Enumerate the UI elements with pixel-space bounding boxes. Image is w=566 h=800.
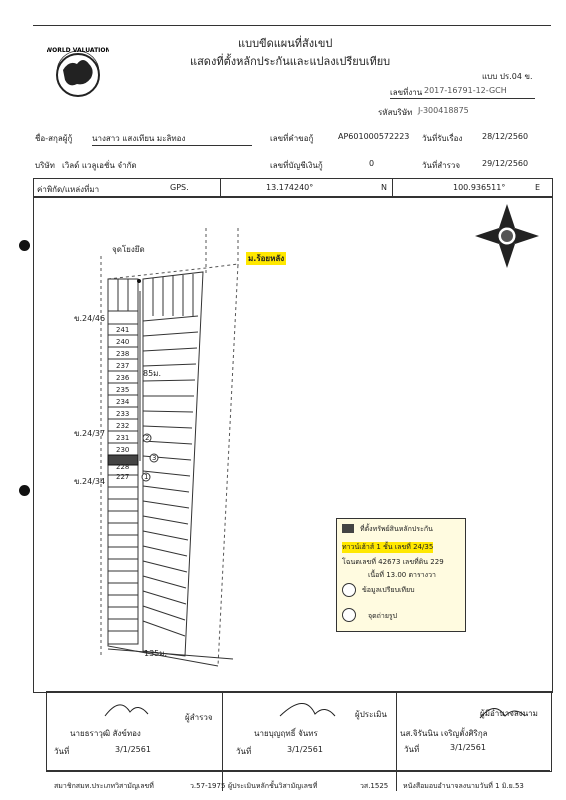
lot-number: 238: [116, 350, 130, 358]
village-label: ม.ร้อยหลัง: [248, 254, 285, 263]
comparison-icon: [342, 583, 356, 597]
signature-1: [105, 705, 148, 716]
distance-label-1: 85ม.: [143, 369, 161, 378]
legend-deed: โฉนดเลขที่ 42673 เลขที่ดิน 229: [342, 558, 444, 566]
marker-number: 3: [152, 454, 157, 462]
survey-label: วันที่สำรวจ: [422, 161, 461, 170]
legend-photo: จุดถ่ายรูป: [368, 612, 398, 620]
hole-mark-2: [19, 485, 30, 496]
signature-2: [280, 703, 335, 716]
lot-number: 233: [116, 410, 130, 418]
date-label-3: วันที่: [404, 745, 420, 754]
borrower-name: นางสาว แสงเทียน มะลิทอง: [92, 134, 186, 143]
legend-desc: ทาวน์เฮ้าส์ 1 ชั้น เลขที่ 24/35: [342, 543, 434, 551]
coords-divider-2: [392, 178, 393, 198]
appraiser-role: ผู้ประเมิน: [355, 710, 387, 719]
signature-scribbles: [100, 694, 540, 722]
marker-number: 1: [144, 473, 149, 481]
coords-e: E: [535, 183, 541, 192]
distance-label-2: 135ม.: [144, 649, 168, 658]
lot-number: 234: [116, 398, 130, 406]
lot-number: 236: [116, 374, 130, 382]
road-label-2: ข.24/37: [74, 429, 106, 438]
job-no-rule: [390, 98, 535, 99]
lot-number: 228: [116, 463, 130, 471]
appraiser-license-no: วส.1525: [360, 782, 389, 790]
lot-number: 227: [116, 473, 130, 481]
road-label-1: ข.24/46: [74, 314, 106, 323]
surveyor-date: 3/1/2561: [115, 745, 151, 754]
company-label: บริษัท: [35, 161, 55, 170]
collateral-swatch: [342, 524, 354, 533]
borrower-rule: [92, 145, 252, 146]
member-no: ว.57-1975: [190, 782, 226, 790]
appraiser-license-label: ผู้ประเมินหลักชั้นวิสามัญเลขที่: [228, 782, 318, 790]
top-rule: [33, 25, 551, 26]
coords-label: ค่าพิกัด/แหล่งที่มา: [37, 185, 100, 194]
compass-w: W: [484, 232, 492, 240]
request-no: AP601000572223: [338, 132, 410, 141]
survey-date: 29/12/2560: [482, 159, 529, 168]
member-label: สมาชิกสมท.ประเภทวิสามัญเลขที่: [54, 782, 154, 790]
compass-e: E: [520, 232, 525, 240]
received-date: 28/12/2560: [482, 132, 529, 141]
date-label-2: วันที่: [236, 747, 252, 756]
signatory-role: ผู้มีอำนาจลงนาม: [480, 709, 538, 718]
logo-text: WORLD VALUATION: [47, 47, 109, 54]
lot-number: 235: [116, 386, 130, 394]
signatory-name: นส.จิรันนิน เจริญตั้งศิริกุล: [400, 729, 488, 738]
doc-subtitle: แสดงที่ตั้งหลักประกันและแปลงเปรียบเทียบ: [190, 55, 391, 68]
globe-logo-icon: [47, 42, 109, 104]
company-code-label: รหัสบริษัท: [378, 108, 413, 117]
date-label-1: วันที่: [54, 747, 70, 756]
lot-number: 241: [116, 326, 130, 334]
job-no-label: เลขที่งาน: [390, 88, 423, 97]
account-no: 0: [369, 159, 375, 168]
company-code: J-300418875: [418, 106, 469, 115]
power-of-attorney: หนังสือมอบอำนาจลงนามวันที่ 1 มิ.ย.53: [403, 782, 524, 790]
coords-lat: 13.174240°: [266, 183, 314, 192]
lot-number: 230: [116, 446, 130, 454]
company-name: เวิลด์ แวลูเอชั่น จำกัด: [62, 161, 137, 170]
photo-point-icon: [342, 608, 356, 622]
lot-number: 237: [116, 362, 130, 370]
road-label-3: ข.24/34: [74, 477, 106, 486]
signatory-date: 3/1/2561: [450, 743, 486, 752]
coords-divider-1: [220, 178, 221, 198]
borrower-label: ชื่อ-สกุลผู้กู้: [35, 134, 73, 143]
clubhouse-label: จุดโยงยึด: [112, 245, 145, 254]
coords-lon: 100.936511°: [453, 183, 506, 192]
appraiser-date: 3/1/2561: [287, 745, 323, 754]
surveyor-role: ผู้สำรวจ: [185, 713, 213, 722]
site-map: [33, 196, 551, 691]
doc-title: แบบขีดแผนที่สังเขป: [238, 37, 333, 50]
compass-n: N: [504, 210, 510, 218]
coords-source: GPS.: [170, 183, 189, 192]
legend-area: เนื้อที่ 13.00 ตารางวา: [368, 571, 436, 579]
job-no: 2017-16791-12-GCH: [424, 86, 507, 95]
marker-number: 2: [145, 434, 150, 442]
coords-n: N: [381, 183, 387, 192]
lot-number: 240: [116, 338, 130, 346]
account-label: เลขที่บัญชีเงินกู้: [270, 161, 323, 170]
form-code: แบบ ปร.04 ข.: [482, 72, 533, 81]
surveyor-name: นายธราวุฒิ สังข์ทอง: [70, 729, 141, 738]
footer-bottom-rule: [46, 770, 550, 771]
lot-number: 232: [116, 422, 130, 430]
lot-number: 231: [116, 434, 130, 442]
received-label: วันที่รับเรื่อง: [422, 134, 463, 143]
request-no-label: เลขที่คำขอกู้: [270, 134, 314, 143]
legend-collateral: ที่ตั้งทรัพย์สินหลักประกัน: [360, 525, 433, 533]
compass-s: S: [504, 254, 510, 262]
hole-mark-1: [19, 240, 30, 251]
legend-comparison: ข้อมูลเปรียบเทียบ: [362, 586, 415, 594]
appraiser-name: นายบุญฤทธิ์ จันทร: [254, 729, 318, 738]
